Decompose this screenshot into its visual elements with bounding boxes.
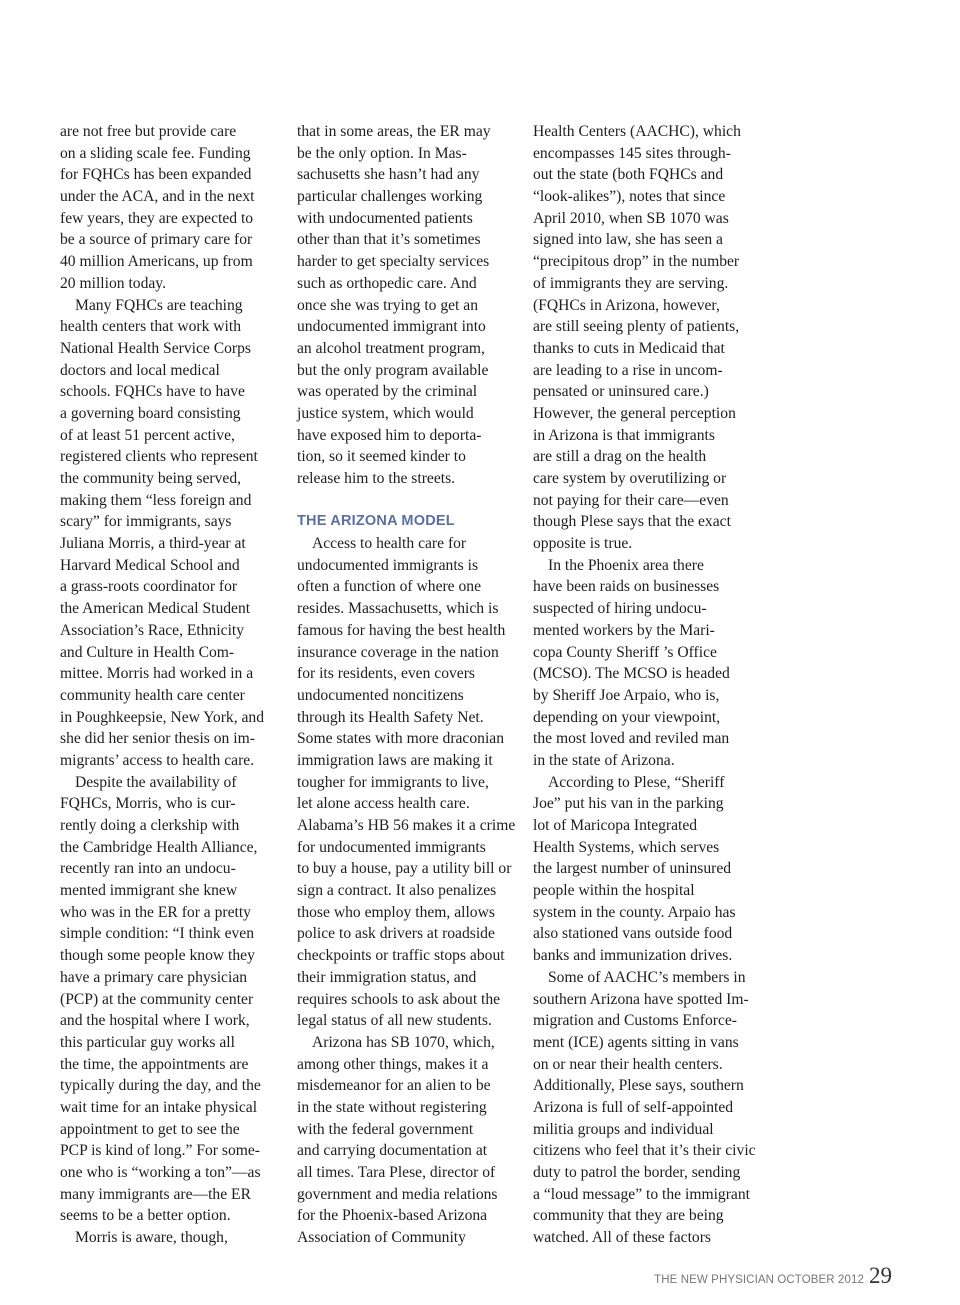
text-line: recently ran into an undocu- [60, 860, 236, 878]
text-line: Association’s Race, Ethnicity [60, 621, 245, 639]
text-line: Despite the availability of [75, 773, 237, 791]
text-line: insurance coverage in the nation [297, 643, 499, 661]
text-line: through its Health Safety Net. [297, 708, 484, 726]
text-line: though some people know they [60, 947, 255, 965]
text-line: copa County Sheriff ’s Office [533, 643, 717, 661]
text-line: also stationed vans outside food [533, 925, 733, 943]
text-line: are leading to a rise in uncom- [533, 361, 723, 379]
text-line: for the Phoenix-based Arizona [297, 1207, 488, 1225]
text-line: all times. Tara Plese, director of [297, 1164, 496, 1181]
text-line: to buy a house, pay a utility bill or [297, 860, 512, 878]
text-line: Many FQHCs are teaching [75, 296, 243, 314]
text-line: of immigrants they are serving. [533, 274, 729, 292]
text-line: their immigration status, and [297, 968, 477, 986]
text-line: in the state without registering [297, 1098, 487, 1116]
text-line: rently doing a clerkship with [60, 817, 240, 834]
text-line: militia groups and individual [533, 1120, 714, 1138]
page-footer [654, 1263, 892, 1289]
text-line: mented workers by the Mari- [533, 621, 715, 639]
text-line: on a sliding scale fee. Funding [60, 144, 251, 162]
text-line: Health Systems, which serves [533, 838, 720, 856]
text-line: the American Medical Student [60, 600, 251, 618]
text-line: immigration laws are making it [297, 751, 493, 769]
article-column-3 [533, 121, 756, 1249]
text-line: duty to patrol the border, sending [533, 1164, 741, 1181]
text-line: among other things, makes it a [297, 1055, 489, 1073]
text-line: justice system, which would [297, 404, 474, 422]
text-line: Alabama’s HB 56 makes it a crime [297, 817, 516, 834]
text-line: wait time for an intake physical [60, 1098, 258, 1116]
text-line: Joe” put his van in the parking [533, 795, 724, 813]
text-line: lot of Maricopa Integrated [533, 817, 698, 834]
text-line: release him to the streets. [297, 470, 456, 487]
text-line: not paying for their care—even [533, 491, 729, 509]
text-line: tougher for immigrants to live, [297, 773, 489, 791]
text-line: she did her senior thesis on im- [60, 730, 255, 748]
text-line: 40 million Americans, up from [60, 253, 253, 271]
text-line: by Sheriff Joe Arpaio, who is, [533, 686, 720, 704]
text-line: requires schools to ask about the [297, 990, 501, 1008]
text-line: health centers that work with [60, 318, 242, 336]
text-line: doctors and local medical [60, 361, 220, 379]
text-line: (FQHCs in Arizona, however, [533, 296, 720, 314]
text-line: legal status of all new students. [297, 1012, 492, 1030]
publication-line: THE NEW PHYSICIAN OCTOBER 2012 [654, 1274, 864, 1286]
text-line: seems to be a better option. [60, 1207, 231, 1225]
text-line: community that they are being [533, 1207, 724, 1225]
text-line: government and media relations [297, 1185, 498, 1203]
text-line: but the only program available [297, 361, 489, 379]
text-line: misdemeanor for an alien to be [297, 1077, 491, 1095]
text-line: though Plese says that the exact [533, 513, 731, 531]
text-line: Arizona has SB 1070, which, [312, 1033, 495, 1051]
text-line: sachusetts she hasn’t had any [297, 166, 480, 184]
text-line: are not free but provide care [60, 123, 237, 140]
article-column-2 [297, 121, 515, 1249]
text-line: Some states with more draconian [297, 730, 504, 748]
text-line: often a function of where one [297, 578, 482, 596]
text-line: in Poughkeepsie, New York, and [60, 708, 265, 726]
text-line: famous for having the best health [297, 621, 506, 639]
text-line: migration and Customs Enforce- [533, 1012, 737, 1030]
text-line: Association of Community [297, 1229, 466, 1247]
text-line: and carrying documentation at [297, 1142, 488, 1160]
text-line: a “loud message” to the immigrant [533, 1185, 750, 1203]
text-line: people within the hospital [533, 882, 695, 900]
text-line: Morris is aware, though, [75, 1229, 228, 1247]
text-line: FQHCs, Morris, who is cur- [60, 795, 236, 813]
text-line: that in some areas, the ER may [297, 123, 491, 140]
text-line: undocumented immigrants is [297, 556, 479, 574]
text-line: opposite is true. [533, 535, 633, 553]
text-line: few years, they are expected to [60, 209, 254, 227]
text-line: for FQHCs has been expanded [60, 166, 252, 184]
text-line: on or near their health centers. [533, 1055, 723, 1073]
text-line: pensated or uninsured care.) [533, 383, 709, 401]
text-line: once she was trying to get an [297, 296, 479, 314]
text-line: the most loved and reviled man [533, 730, 730, 748]
text-line: In the Phoenix area there [548, 556, 704, 574]
text-line: undocumented immigrant into [297, 318, 486, 336]
text-line: out the state (both FQHCs and [533, 166, 724, 184]
text-line: let alone access health care. [297, 795, 470, 813]
text-line: harder to get specialty services [297, 253, 490, 271]
text-line: an alcohol treatment program, [297, 339, 485, 357]
text-line: with the federal government [297, 1120, 474, 1138]
text-line: this particular guy works all [60, 1033, 235, 1051]
text-line: “look-alikes”), notes that since [533, 188, 726, 206]
text-line: have a primary care physician [60, 968, 248, 986]
text-line: under the ACA, and in the next [60, 188, 255, 206]
text-line: ment (ICE) agents sitting in vans [533, 1033, 739, 1051]
text-line: resides. Massachusetts, which is [297, 600, 499, 618]
text-line: Arizona is full of self-appointed [533, 1098, 734, 1116]
text-line: southern Arizona have spotted Im- [533, 990, 749, 1008]
text-line: a grass-roots coordinator for [60, 578, 238, 596]
text-line: of at least 51 percent active, [60, 426, 235, 444]
text-line: was operated by the criminal [297, 383, 478, 401]
text-line: 20 million today. [60, 274, 166, 292]
text-line: mittee. Morris had worked in a [60, 665, 254, 683]
text-line: checkpoints or traffic stops about [297, 947, 505, 965]
text-line: Additionally, Plese says, southern [533, 1077, 744, 1095]
text-line: April 2010, when SB 1070 was [533, 209, 729, 227]
text-line: particular challenges working [297, 188, 483, 206]
text-line: signed into law, she has seen a [533, 231, 723, 249]
text-line: other than that it’s sometimes [297, 231, 481, 249]
text-line: have exposed him to deporta- [297, 426, 482, 444]
text-line: be the only option. In Mas- [297, 144, 467, 162]
text-line: Health Centers (AACHC), which [533, 123, 741, 140]
text-line: are still a drag on the health [533, 448, 707, 466]
text-line: undocumented noncitizens [297, 686, 464, 704]
text-line: However, the general perception [533, 404, 736, 422]
text-line: encompasses 145 sites through- [533, 144, 731, 162]
text-line: typically during the day, and the [60, 1077, 261, 1095]
text-line: one who is “working a ton”—as [60, 1164, 261, 1181]
text-line: depending on your viewpoint, [533, 708, 721, 726]
text-line: migrants’ access to health care. [60, 751, 255, 769]
article-column-1 [60, 121, 278, 1249]
text-line: system in the county. Arpaio has [533, 903, 736, 921]
text-line: those who employ them, allows [297, 903, 495, 921]
text-line: scary” for immigrants, says [60, 513, 232, 531]
text-line: many immigrants are—the ER [60, 1185, 251, 1203]
text-line: making them “less foreign and [60, 491, 252, 509]
text-line: are still seeing plenty of patients, [533, 318, 740, 336]
text-line: schools. FQHCs have to have [60, 383, 245, 401]
text-line: in Arizona is that immigrants [533, 426, 715, 444]
text-line: citizens who feel that it’s their civic [533, 1142, 756, 1160]
text-line: (PCP) at the community center [60, 990, 254, 1008]
text-line: PCP is kind of long.” For some- [60, 1142, 260, 1160]
text-line: the largest number of uninsured [533, 860, 732, 878]
text-line: community health care center [60, 686, 245, 704]
page-number: 29 [869, 1263, 892, 1288]
text-line: such as orthopedic care. And [297, 274, 477, 292]
text-line: “precipitous drop” in the number [533, 253, 740, 271]
section-heading: THE ARIZONA MODEL [297, 513, 455, 530]
text-line: the community being served, [60, 470, 242, 487]
text-line: (MCSO). The MCSO is headed [533, 665, 730, 683]
text-line: simple condition: “I think even [60, 925, 255, 943]
text-line: watched. All of these factors [533, 1229, 711, 1247]
text-line: banks and immunization drives. [533, 947, 733, 965]
text-line: be a source of primary care for [60, 231, 253, 249]
text-line: have been raids on businesses [533, 578, 720, 596]
text-line: Juliana Morris, a third-year at [60, 535, 246, 553]
text-line: care system by overutilizing or [533, 470, 727, 487]
text-line: appointment to get to see the [60, 1120, 240, 1138]
text-line: and Culture in Health Com- [60, 643, 235, 661]
text-line: mented immigrant she knew [60, 882, 238, 900]
text-line: in the state of Arizona. [533, 751, 675, 769]
text-line: for its residents, even covers [297, 665, 475, 683]
text-line: the Cambridge Health Alliance, [60, 838, 258, 856]
text-line: Some of AACHC’s members in [548, 968, 746, 986]
text-line: and the hospital where I work, [60, 1012, 250, 1030]
text-line: National Health Service Corps [60, 339, 251, 357]
text-line: suspected of hiring undocu- [533, 600, 707, 618]
text-line: police to ask drivers at roadside [297, 925, 495, 943]
text-line: for undocumented immigrants [297, 838, 486, 856]
text-line: a governing board consisting [60, 404, 241, 422]
text-line: sign a contract. It also penalizes [297, 882, 497, 900]
text-line: Harvard Medical School and [60, 556, 240, 574]
text-line: with undocumented patients [297, 209, 473, 227]
text-line: registered clients who represent [60, 448, 258, 466]
text-line: thanks to cuts in Medicaid that [533, 339, 725, 357]
text-line: Access to health care for [312, 535, 467, 553]
text-line: According to Plese, “Sheriff [548, 773, 725, 791]
text-line: the time, the appointments are [60, 1055, 249, 1073]
text-line: who was in the ER for a pretty [60, 903, 251, 921]
text-line: tion, so it seemed kinder to [297, 448, 466, 466]
